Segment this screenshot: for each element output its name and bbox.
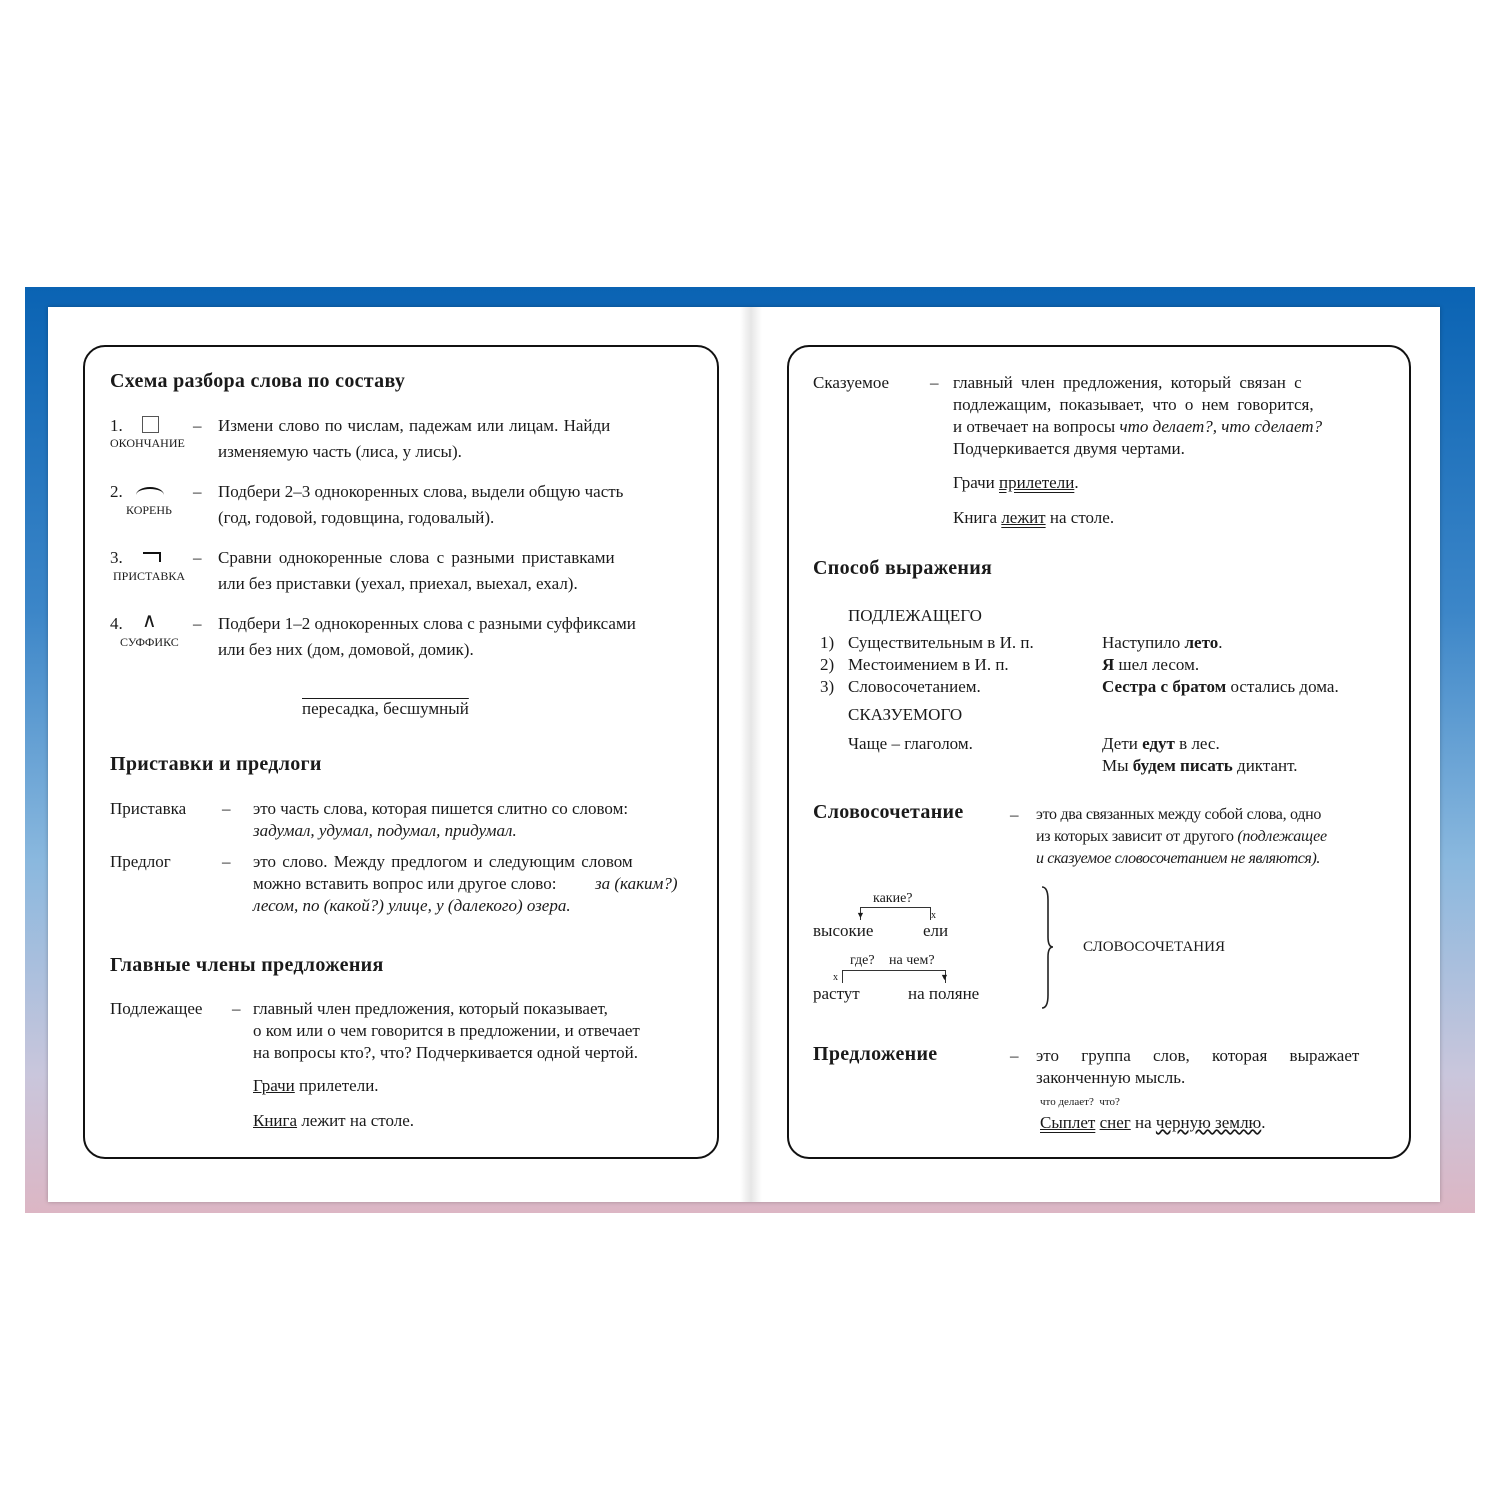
item-text: (год, годовой, годовщина, годовалый). <box>218 508 495 527</box>
section-title-main-members: Главные члены предложения <box>110 954 384 976</box>
example: лесом, по (какой?) улице, у (далекого) озера. <box>253 896 571 915</box>
question-label: какие? <box>873 891 913 906</box>
ending-box-icon <box>142 416 159 433</box>
morpheme-label: КОРЕНЬ <box>126 503 172 517</box>
definition: законченную мысль. <box>1036 1068 1186 1087</box>
definition <box>953 416 1322 438</box>
dash: – <box>1010 1046 1019 1065</box>
definition: Подчеркивается двумя чертами. <box>953 439 1185 458</box>
notebook-spine <box>740 307 762 1202</box>
t: Мы <box>1102 756 1133 775</box>
t: . <box>1261 1113 1266 1132</box>
root-arc-icon <box>136 487 164 503</box>
arrow-down-icon: ▼ <box>856 910 865 920</box>
item-text: или без них (дом, домовой, домик). <box>218 640 474 659</box>
subheading: СКАЗУЕМОГО <box>848 705 963 724</box>
item-number: 2. <box>110 482 123 501</box>
row-example <box>1102 733 1220 755</box>
sentence-term: Предложение <box>813 1043 938 1065</box>
example <box>253 820 517 842</box>
t: Книга <box>953 508 1002 527</box>
item-number: 1. <box>110 416 123 435</box>
term: Предлог <box>110 852 171 871</box>
x-mark: x <box>931 910 936 921</box>
row-number: 1) <box>820 633 835 652</box>
item-text: изменяемую часть (лиса, у лисы). <box>218 442 462 461</box>
dash: – <box>193 548 202 567</box>
bold: Сестра с братом <box>1102 677 1227 696</box>
subject-underlined: Книга <box>253 1111 298 1130</box>
term: Сказуемое <box>813 373 890 392</box>
questions-italic: что делает?, что сделает? <box>1119 417 1323 436</box>
definition: это слово. Между предлогом и следующим словом <box>253 852 633 871</box>
italic: (подлежащее <box>1237 828 1327 845</box>
subheading: ПОДЛЕЖАЩЕГО <box>848 606 982 625</box>
t: в лес. <box>1174 734 1220 753</box>
prefix-mark-icon <box>143 552 161 562</box>
predicate-underlined: лежит <box>1001 508 1046 527</box>
example: за (каким?) <box>595 874 678 893</box>
bold: лето <box>1184 633 1219 652</box>
item-number: 4. <box>110 614 123 633</box>
t: остались дома. <box>1226 677 1339 696</box>
definition-text: и отвечает на вопросы <box>953 417 1120 436</box>
item-text: Сравни однокоренные слова с разными приставками <box>218 548 615 567</box>
example <box>253 1110 414 1132</box>
example-rest: лежит на столе. <box>297 1111 415 1130</box>
bold: будем писать <box>1132 756 1233 775</box>
subject-underlined: снег <box>1099 1113 1131 1132</box>
word: растут <box>813 984 860 1003</box>
definition: главный член предложения, который связан с <box>953 373 1302 392</box>
row-how: Местоимением в И. п. <box>848 655 1009 674</box>
word: на поляне <box>908 984 980 1003</box>
circumstance-underlined: черную землю <box>1155 1113 1262 1132</box>
example <box>253 1075 379 1097</box>
dash: – <box>193 482 202 501</box>
dash: – <box>222 799 231 818</box>
curly-brace-icon <box>1038 885 1058 1010</box>
sentence-example <box>1040 1112 1266 1134</box>
dash: – <box>193 416 202 435</box>
item-text: Подбери 1–2 однокоренных слова с разными суффиксами <box>218 614 636 633</box>
section-title-expression: Способ выражения <box>813 557 993 579</box>
morpheme-label: СУФФИКС <box>120 635 179 649</box>
term: Подлежащее <box>110 999 203 1018</box>
x-mark: x <box>833 972 838 983</box>
bold: едут <box>1142 734 1175 753</box>
definition: это часть слова, которая пишется слитно со словом: <box>253 799 629 818</box>
term: Приставка <box>110 799 187 818</box>
row-number: 2) <box>820 655 835 674</box>
question-label: на чем? <box>889 953 935 968</box>
t: на <box>1130 1113 1156 1132</box>
dash: – <box>1010 805 1019 824</box>
dash: – <box>232 999 241 1018</box>
item-text: Измени слово по числам, падежам или лицам. Найди <box>218 416 611 435</box>
subject-underlined: Грачи <box>253 1076 295 1095</box>
t: Дети <box>1102 734 1143 753</box>
example <box>953 472 1079 494</box>
section-title-prefixes: Приставки и предлоги <box>110 753 322 775</box>
example-rest: прилетели. <box>294 1076 379 1095</box>
t: шел лесом. <box>1114 655 1200 674</box>
definition: это группа слов, которая выражает <box>1036 1046 1360 1065</box>
definition: подлежащим, показывает, что о нем говорится, <box>953 395 1314 414</box>
phrase-term: Словосочетание <box>813 801 964 823</box>
row-how: Чаще – глаголом. <box>848 734 973 753</box>
t: Наступило <box>1102 633 1185 652</box>
question-label: где? <box>850 953 875 968</box>
bold: Я <box>1102 655 1115 674</box>
definition: о ком или о чем говорится в предложении, и отвечает <box>253 1021 640 1040</box>
link-line <box>842 970 946 983</box>
t: . <box>1074 473 1079 492</box>
row-example <box>1102 654 1199 676</box>
definition <box>1036 826 1327 848</box>
dash: – <box>930 373 939 392</box>
row-example <box>1102 676 1339 698</box>
t: . <box>1218 633 1223 652</box>
row-how: Словосочетанием. <box>848 677 981 696</box>
word: высокие <box>813 921 874 940</box>
t: на столе. <box>1045 508 1115 527</box>
item-text: Подбери 2–3 однокоренных слова, выдели общую часть <box>218 482 624 501</box>
item-number: 3. <box>110 548 123 567</box>
definition: можно вставить вопрос или другое слово: <box>253 874 557 893</box>
parsing-example: пересадка, бесшумный <box>302 699 469 718</box>
suffix-caret-icon: ∧ <box>142 610 157 632</box>
dash: – <box>222 852 231 871</box>
predicate-underlined: Сыплет <box>1040 1113 1096 1132</box>
examples-italic: задумал, удумал, подумал, придумал. <box>253 821 517 840</box>
word: ели <box>923 921 949 940</box>
definition: главный член предложения, который показывает, <box>253 999 608 1018</box>
t: диктант. <box>1232 756 1298 775</box>
morpheme-label: ПРИСТАВКА <box>113 569 186 583</box>
link-line <box>860 907 931 920</box>
phrases-label: СЛОВОСОЧЕТАНИЯ <box>1083 939 1225 955</box>
dash: – <box>193 614 202 633</box>
definition: и сказуемое словосочетанием не являются). <box>1036 850 1320 867</box>
definition: на вопросы кто?, что? Подчеркивается одной чертой. <box>253 1043 638 1062</box>
morpheme-label: ОКОНЧАНИЕ <box>110 436 185 450</box>
definition: это два связанных между собой слова, одно <box>1036 806 1322 823</box>
t: из которых зависит от другого <box>1036 828 1238 845</box>
row-example <box>1102 755 1298 777</box>
predicate-underlined: прилетели <box>999 473 1075 492</box>
row-how: Существительным в И. п. <box>848 633 1034 652</box>
row-number: 3) <box>820 677 835 696</box>
arrow-down-icon: ▼ <box>940 972 949 982</box>
row-example <box>1102 632 1222 654</box>
section-title-word-parsing: Схема разбора слова по составу <box>110 370 406 392</box>
question-label: что делает? что? <box>1040 1096 1120 1108</box>
example <box>953 507 1114 529</box>
item-text: или без приставки (уехал, приехал, выехал, ехал). <box>218 574 578 593</box>
t: Грачи <box>953 473 1000 492</box>
